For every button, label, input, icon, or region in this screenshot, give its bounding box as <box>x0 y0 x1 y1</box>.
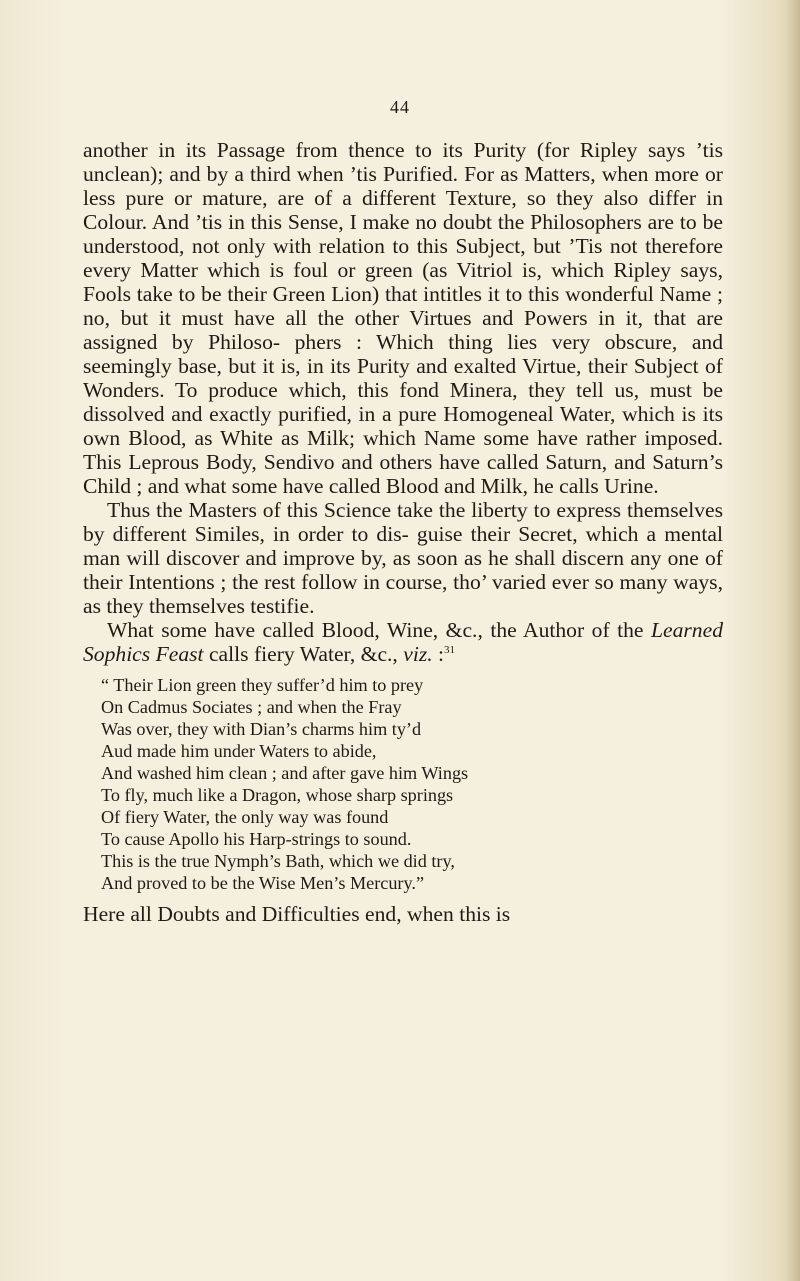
verse-line: To cause Apollo his Harp-strings to sound. <box>101 829 412 849</box>
verse-line: Of fiery Water, the only way was found <box>101 807 389 827</box>
paragraph-3-start: What some have called Blood, Wine, &c., the Author of the <box>107 618 644 642</box>
paragraph-3-end: : <box>438 642 445 666</box>
verse-line: And proved to be the Wise Men’s Mercury.” <box>101 873 425 893</box>
viz-abbrev: viz. <box>403 642 433 666</box>
verse-line: Aud made him under Waters to abide, <box>101 741 377 761</box>
footnote-reference: 31 <box>444 643 456 656</box>
verse-line: To fly, much like a Dragon, whose sharp springs <box>101 785 454 805</box>
verse-line: And washed him clean ; and after gave him Wings <box>101 763 469 783</box>
verse-line: “ Their Lion green they suffer’d him to prey <box>101 675 424 695</box>
paragraph-3-mid: calls fiery Water, &c., <box>208 642 398 666</box>
verse-line: Was over, they with Dian’s charms him ty’d <box>101 719 422 739</box>
paragraph-1: another in its Passage from thence to its Purity (for Ripley says ’tis unclean); and by a third when ’tis Purified. For as Matters, when more or less pure or mature, are of a different Texture, so they also differ in Colour. And ’tis in this Sense, I make no doubt the Philosophers are to be understood, not only with relation to this Subject, but ’Tis not therefore every Matter which is foul or green (as Vitriol is, which Ripley says, Fools take to be their Green Lion) that intitles it to this wonderful Name ; no, but it must have all the other Virtues and Powers in it, that are assigned by Philoso- phers : Which thing lies very obscure, and seemingly base, but it is, in its Purity and exalted Virtue, their Subject of Wonders. To produce which, this fond Minera, they tell us, must be dissolved and exactly purified, in a pure Homogeneal Water, which is its own Blood, as White as Milk; which Name some have rather imposed. This Leprous Body, Sendivo and others have called Saturn, and Saturn’s Child ; and what some have called Blood and Milk, he calls Urine. <box>83 138 723 498</box>
paragraph-2: Thus the Masters of this Science take the liberty to express themselves by different Similes, in order to dis- guise their Secret, which a mental man will discover and improve by, as soon as he shall discern any one of their Intentions ; the rest follow in course, tho’ varied ever so many ways, as they themselves testifie. <box>83 498 723 618</box>
page-edge-shadow <box>786 0 800 1281</box>
closing-line: Here all Doubts and Difficulties end, when this is <box>83 902 511 926</box>
paragraph-3 <box>83 618 723 666</box>
verse-line: This is the true Nymph’s Bath, which we did try, <box>101 851 455 871</box>
book-title: Learned Sophics Feast <box>83 618 723 666</box>
verse-line: On Cadmus Sociates ; and when the Fray <box>101 697 402 717</box>
verse-quotation <box>101 674 723 894</box>
page-number: 44 <box>390 97 410 117</box>
body-text <box>83 138 723 926</box>
